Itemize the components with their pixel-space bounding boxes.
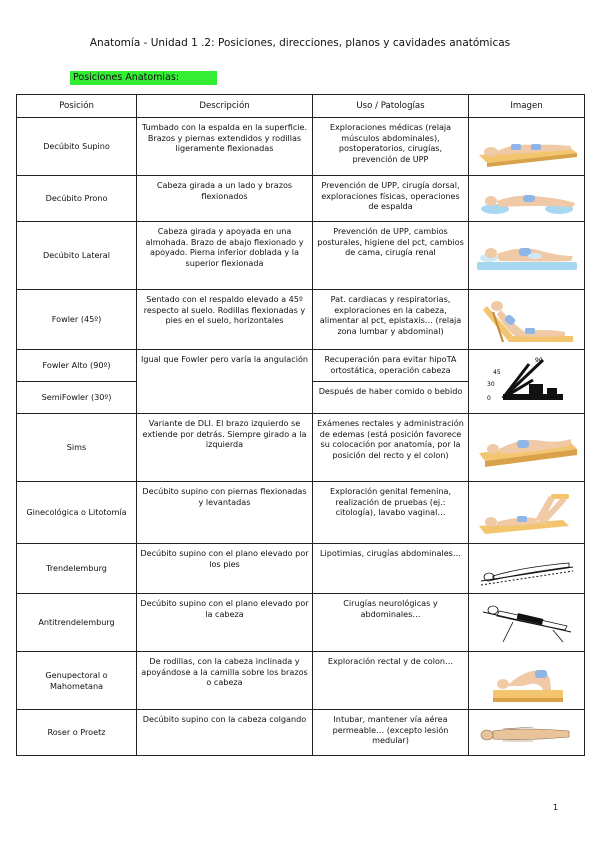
document-title: Anatomía - Unidad 1 .2: Posiciones, direcciones, planos y cavidades anatómicas — [89, 37, 511, 49]
row-posicion: Decúbito Prono — [17, 176, 137, 222]
row-uso: Exploraciones médicas (relaja músculos abdominales), postoperatorios, cirugías, prevención de UPP — [313, 118, 469, 176]
lateral-illustration — [469, 222, 585, 290]
row-posicion: Sims — [17, 414, 137, 482]
table-row — [17, 482, 585, 544]
angle-label-0: 0 — [486, 394, 491, 402]
table-row — [17, 710, 585, 756]
row-uso: Pat. cardiacas y respiratorias, exploraciones en la cabeza, alimentar al pct, epistaxis… (relaja zona lumbar y abdominal) — [313, 290, 469, 350]
row-uso: Exploración genital femenina, realización de pruebas (ej.: citología), lavabo vaginal… — [313, 482, 469, 544]
row-posicion: Decúbito Lateral — [17, 222, 137, 290]
row-posicion: SemiFowler (30º) — [17, 382, 137, 414]
page-number: 1 — [553, 803, 559, 812]
header-imagen: Imagen — [469, 95, 585, 118]
table-row — [17, 652, 585, 710]
angle-label-90: 90 — [534, 356, 543, 364]
header-uso: Uso / Patologías — [313, 95, 469, 118]
trendelenburg-illustration — [469, 544, 585, 594]
row-descripcion: Cabeza girada a un lado y brazos flexionados — [137, 176, 313, 222]
row-descripcion: Decúbito supino con la cabeza colgando — [137, 710, 313, 756]
supine-illustration — [469, 118, 585, 176]
table-row — [17, 176, 585, 222]
row-descripcion: Decúbito supino con piernas flexionadas y levantadas — [137, 482, 313, 544]
table-header-row — [17, 95, 585, 118]
row-posicion: Ginecológica o Litotomía — [17, 482, 137, 544]
row-descripcion: Decúbito supino con el plano elevado por la cabeza — [137, 594, 313, 652]
row-descripcion: De rodillas, con la cabeza inclinada y apoyándose a la camilla sobre los brazos o cabeza — [137, 652, 313, 710]
lithotomy-illustration — [469, 482, 585, 544]
row-uso: Lipotimias, cirugías abdominales… — [313, 544, 469, 594]
row-descripcion: Variante de DLI. El brazo izquierdo se extiende por detrás. Siempre girado a la izquierda — [137, 414, 313, 482]
row-posicion: Roser o Proetz — [17, 710, 137, 756]
table-row — [17, 594, 585, 652]
angle-label-30: 30 — [486, 380, 495, 388]
row-posicion: Fowler Alto (90º) — [17, 350, 137, 382]
row-uso: Recuperación para evitar hipoTA ortostática, operación cabeza — [313, 350, 469, 382]
row-uso: Exámenes rectales y administración de edemas (está posición favorece su colocación por anatomía, por la posición del recto y el colon) — [313, 414, 469, 482]
row-posicion: Antitrendelemburg — [17, 594, 137, 652]
row-posicion: Genupectoral o Mahometana — [17, 652, 137, 710]
row-descripcion: Cabeza girada y apoyada en una almohada. Brazo de abajo flexionado y apoyado. Pierna inferior doblada y la superior flexionada — [137, 222, 313, 290]
table-row — [17, 290, 585, 350]
table-row — [17, 118, 585, 176]
positions-table — [16, 94, 585, 756]
table-row — [17, 544, 585, 594]
row-descripcion: Tumbado con la espalda en la superficie. Brazos y piernas extendidos y rodillas ligeramente flexionadas — [137, 118, 313, 176]
row-posicion: Fowler (45º) — [17, 290, 137, 350]
row-uso: Exploración rectal y de colon… — [313, 652, 469, 710]
row-descripcion: Sentado con el respaldo elevado a 45º respecto al suelo. Rodillas flexionadas y pies en el suelo, horizontales — [137, 290, 313, 350]
row-posicion: Trendelemburg — [17, 544, 137, 594]
row-uso: Prevención de UPP, cirugía dorsal, exploraciones físicas, operaciones de espalda — [313, 176, 469, 222]
roser-illustration — [469, 710, 585, 756]
table-row — [17, 350, 585, 382]
table-row — [17, 222, 585, 290]
reverse-trendelenburg-illustration — [469, 594, 585, 652]
table-row — [17, 414, 585, 482]
fowler-illustration — [469, 290, 585, 350]
row-descripcion: Decúbito supino con el plano elevado por los pies — [137, 544, 313, 594]
header-descripcion: Descripción — [137, 95, 313, 118]
row-posicion: Decúbito Supino — [17, 118, 137, 176]
knee-chest-illustration — [469, 652, 585, 710]
header-posicion: Posición — [17, 95, 137, 118]
row-uso: Intubar, mantener vía aérea permeable… (excepto lesión medular) — [313, 710, 469, 756]
prone-illustration — [469, 176, 585, 222]
sims-illustration — [469, 414, 585, 482]
angle-label-45: 45 — [492, 368, 501, 376]
fowler-angles-illustration — [469, 350, 585, 414]
row-descripcion: Igual que Fowler pero varía la angulación — [137, 350, 313, 414]
row-uso: Después de haber comido o bebido — [313, 382, 469, 414]
row-uso: Cirugías neurológicas y abdominales… — [313, 594, 469, 652]
row-uso: Prevención de UPP, cambios posturales, higiene del pct, cambios de cama, cirugía renal — [313, 222, 469, 290]
section-label: Posiciones Anatomias: — [70, 71, 217, 85]
